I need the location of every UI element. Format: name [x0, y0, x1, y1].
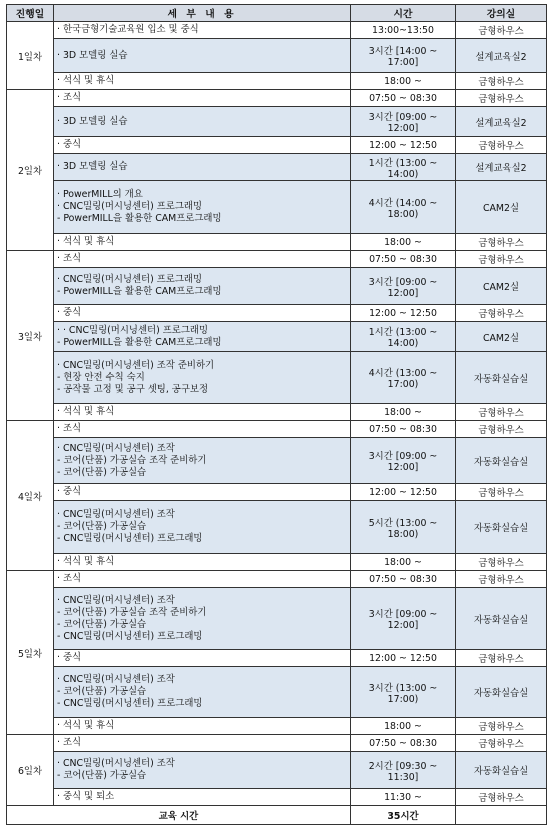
content-line: - 코어(단품) 가공실습: [57, 521, 147, 532]
content-cell: [54, 501, 351, 554]
table-header: [7, 5, 547, 22]
content-line: · CNC밀링(머시닝센터) 조작: [57, 758, 175, 769]
schedule-row: [7, 789, 547, 806]
training-schedule-table: [6, 4, 547, 825]
content-cell: [54, 181, 351, 234]
content-cell: [54, 735, 351, 752]
content-line: · 석식 및 휴식: [57, 406, 115, 417]
content-cell: [54, 22, 351, 39]
content-cell: [54, 137, 351, 154]
content-line: · PowerMILL의 개요: [57, 189, 143, 200]
content-line: - PowerMILL을 활용한 CAM프로그래밍: [57, 286, 222, 297]
content-line: · · CNC밀링(머시닝센터) 프로그래밍: [57, 324, 208, 336]
content-line: - 코어(단품) 가공실습: [57, 686, 147, 697]
room-cell: 금형하우스: [456, 484, 547, 501]
content-line: · 석식 및 휴식: [57, 720, 115, 731]
room-cell: 금형하우스: [456, 251, 547, 268]
room-cell: 금형하우스: [456, 90, 547, 107]
day-label: 2일차: [7, 90, 54, 251]
content-line: · CNC밀링(머시닝센터) 조작: [57, 594, 175, 606]
content-cell: [54, 154, 351, 181]
time-cell: 4시간 (14:00 ~ 18:00): [351, 181, 456, 234]
time-cell: 1시간 (13:00 ~ 14:00): [351, 154, 456, 181]
content-line: - CNC밀링(머시닝센터) 프로그래밍: [57, 630, 203, 642]
schedule-row: [7, 154, 547, 181]
schedule-row: [7, 322, 547, 352]
content-line: · 한국금형기술교육원 입소 및 중식: [57, 24, 199, 35]
content-cell: [54, 251, 351, 268]
schedule-row: [7, 251, 547, 268]
content-line: · CNC밀링(머시닝센터) 조작: [57, 442, 175, 454]
schedule-row: [7, 650, 547, 667]
schedule-row: [7, 438, 547, 484]
room-cell: 자동화실습실: [456, 438, 547, 484]
time-cell: 12:00 ~ 12:50: [351, 484, 456, 501]
schedule-row: [7, 588, 547, 650]
content-line: · 중식 및 퇴소: [57, 791, 115, 802]
room-cell: 자동화실습실: [456, 667, 547, 718]
content-cell: [54, 484, 351, 501]
day-label: 4일차: [7, 421, 54, 571]
content-line: · CNC밀링(머시닝센터) 조작: [57, 674, 175, 685]
time-cell: 07:50 ~ 08:30: [351, 571, 456, 588]
room-cell: 금형하우스: [456, 571, 547, 588]
schedule-row: [7, 421, 547, 438]
header-day: 진행일: [7, 5, 54, 22]
time-cell: 18:00 ~: [351, 718, 456, 735]
time-cell: 4시간 (13:00 ~ 17:00): [351, 352, 456, 404]
time-cell: 5시간 (13:00 ~ 18:00): [351, 501, 456, 554]
total-value: 35시간: [351, 806, 456, 825]
content-cell: [54, 789, 351, 806]
schedule-row: [7, 305, 547, 322]
time-cell: 18:00 ~: [351, 404, 456, 421]
header-room: 강의실: [456, 5, 547, 22]
time-cell: 3시간 [09:00 ~ 12:00]: [351, 107, 456, 137]
content-line: · CNC밀링(머시닝센터) 프로그래밍: [57, 274, 203, 285]
schedule-row: [7, 735, 547, 752]
time-cell: 07:50 ~ 08:30: [351, 421, 456, 438]
schedule-row: [7, 234, 547, 251]
schedule-row: [7, 181, 547, 234]
content-line: - PowerMILL을 활용한 CAM프로그래밍: [57, 336, 222, 348]
schedule-row: [7, 554, 547, 571]
content-line: · 3D 모델링 실습: [57, 115, 128, 127]
content-cell: [54, 438, 351, 484]
time-cell: 07:50 ~ 08:30: [351, 251, 456, 268]
schedule-row: [7, 484, 547, 501]
room-cell: 금형하우스: [456, 735, 547, 752]
content-line: · 3D 모델링 실습: [57, 161, 128, 172]
room-cell: 금형하우스: [456, 404, 547, 421]
time-cell: 3시간 [09:00 ~ 12:00]: [351, 588, 456, 650]
day-label: 3일차: [7, 251, 54, 421]
room-cell: 금형하우스: [456, 73, 547, 90]
time-cell: 18:00 ~: [351, 554, 456, 571]
content-cell: [54, 322, 351, 352]
schedule-row: [7, 752, 547, 789]
schedule-row: [7, 501, 547, 554]
content-cell: [54, 571, 351, 588]
content-cell: [54, 234, 351, 251]
day-label: 6일차: [7, 735, 54, 806]
time-cell: 18:00 ~: [351, 234, 456, 251]
header-row: [7, 5, 547, 22]
content-line: · 조식: [57, 92, 82, 103]
content-line: · 3D 모델링 실습: [57, 49, 128, 61]
content-cell: [54, 554, 351, 571]
schedule-row: [7, 137, 547, 154]
time-cell: 3시간 [09:00 ~ 12:00]: [351, 438, 456, 484]
content-cell: [54, 90, 351, 107]
schedule-body: [7, 22, 547, 806]
content-cell: [54, 667, 351, 718]
content-line: - PowerMILL을 활용한 CAM프로그래밍: [57, 213, 222, 224]
time-cell: 2시간 [09:30 ~ 11:30]: [351, 752, 456, 789]
schedule-row: [7, 73, 547, 90]
day-label: 5일차: [7, 571, 54, 735]
time-cell: 12:00 ~ 12:50: [351, 137, 456, 154]
room-cell: 설계교육실2: [456, 154, 547, 181]
schedule-row: [7, 22, 547, 39]
content-line: · 중식: [57, 486, 82, 497]
content-line: · 조식: [57, 423, 82, 434]
room-cell: 자동화실습실: [456, 352, 547, 404]
room-cell: 자동화실습실: [456, 752, 547, 789]
time-cell: 3시간 (13:00 ~ 17:00): [351, 667, 456, 718]
room-cell: 금형하우스: [456, 234, 547, 251]
content-line: · CNC밀링(머시닝센터) 조작: [57, 509, 175, 520]
content-cell: [54, 718, 351, 735]
time-cell: 12:00 ~ 12:50: [351, 305, 456, 322]
content-line: - 코어(단품) 가공실습 조작 준비하기: [57, 454, 207, 466]
time-cell: 12:00 ~ 12:50: [351, 650, 456, 667]
room-cell: 금형하우스: [456, 718, 547, 735]
content-line: · 석식 및 휴식: [57, 556, 115, 567]
header-content: 세 부 내 용: [54, 5, 351, 22]
schedule-row: [7, 90, 547, 107]
room-cell: 금형하우스: [456, 421, 547, 438]
room-cell: 금형하우스: [456, 554, 547, 571]
time-cell: 07:50 ~ 08:30: [351, 735, 456, 752]
content-line: · 석식 및 휴식: [57, 75, 115, 86]
room-cell: 금형하우스: [456, 137, 547, 154]
content-line: - 코어(단품) 가공실습: [57, 618, 147, 630]
time-cell: 3시간 [09:00 ~ 12:00]: [351, 268, 456, 305]
time-cell: 07:50 ~ 08:30: [351, 90, 456, 107]
schedule-row: [7, 718, 547, 735]
content-line: · CNC밀링(머시닝센터) 프로그래밍: [57, 201, 203, 212]
day-label: 1일차: [7, 22, 54, 90]
room-cell: 설계교육실2: [456, 107, 547, 137]
time-cell: 3시간 [14:00 ~ 17:00]: [351, 39, 456, 73]
content-cell: [54, 305, 351, 322]
schedule-row: [7, 667, 547, 718]
content-cell: [54, 268, 351, 305]
table-footer: [7, 806, 547, 825]
content-line: · 조식: [57, 573, 82, 584]
total-row: [7, 806, 547, 825]
content-cell: [54, 588, 351, 650]
content-line: · CNC밀링(머시닝센터) 조작 준비하기: [57, 359, 215, 371]
content-line: - CNC밀링(머시닝센터) 프로그래밍: [57, 698, 203, 709]
room-cell: 금형하우스: [456, 22, 547, 39]
content-line: - 공작물 고정 및 공구 셋팅, 공구보정: [57, 383, 209, 395]
room-cell: CAM2실: [456, 322, 547, 352]
content-line: · 중식: [57, 652, 82, 663]
room-cell: 금형하우스: [456, 789, 547, 806]
room-cell: CAM2실: [456, 268, 547, 305]
room-cell: 금형하우스: [456, 650, 547, 667]
schedule-row: [7, 571, 547, 588]
content-line: - 코어(단품) 가공실습: [57, 466, 147, 478]
content-cell: [54, 39, 351, 73]
content-line: - 코어(단품) 가공실습 조작 준비하기: [57, 606, 207, 618]
content-cell: [54, 650, 351, 667]
schedule-row: [7, 268, 547, 305]
content-cell: [54, 752, 351, 789]
time-cell: 13:00~13:50: [351, 22, 456, 39]
room-cell: 금형하우스: [456, 305, 547, 322]
content-line: - CNC밀링(머시닝센터) 프로그래밍: [57, 533, 203, 544]
content-line: · 중식: [57, 307, 82, 318]
content-line: · 조식: [57, 737, 82, 748]
room-cell: 자동화실습실: [456, 501, 547, 554]
schedule-row: [7, 107, 547, 137]
content-line: - 현장 안전 수칙 숙지: [57, 371, 145, 383]
content-line: - 코어(단품) 가공실습: [57, 770, 147, 781]
schedule-row: [7, 39, 547, 73]
content-line: · 조식: [57, 253, 82, 264]
time-cell: 1시간 (13:00 ~ 14:00): [351, 322, 456, 352]
room-cell: 자동화실습실: [456, 588, 547, 650]
schedule-row: [7, 352, 547, 404]
content-line: · 중식: [57, 139, 82, 150]
total-empty-cell: [456, 806, 547, 825]
content-cell: [54, 352, 351, 404]
content-cell: [54, 107, 351, 137]
time-cell: 18:00 ~: [351, 73, 456, 90]
total-label: 교육 시간: [7, 806, 351, 825]
time-cell: 11:30 ~: [351, 789, 456, 806]
schedule-row: [7, 404, 547, 421]
header-time: 시간: [351, 5, 456, 22]
room-cell: CAM2실: [456, 181, 547, 234]
content-cell: [54, 73, 351, 90]
content-cell: [54, 404, 351, 421]
room-cell: 설계교육실2: [456, 39, 547, 73]
content-line: · 석식 및 휴식: [57, 236, 115, 247]
content-cell: [54, 421, 351, 438]
